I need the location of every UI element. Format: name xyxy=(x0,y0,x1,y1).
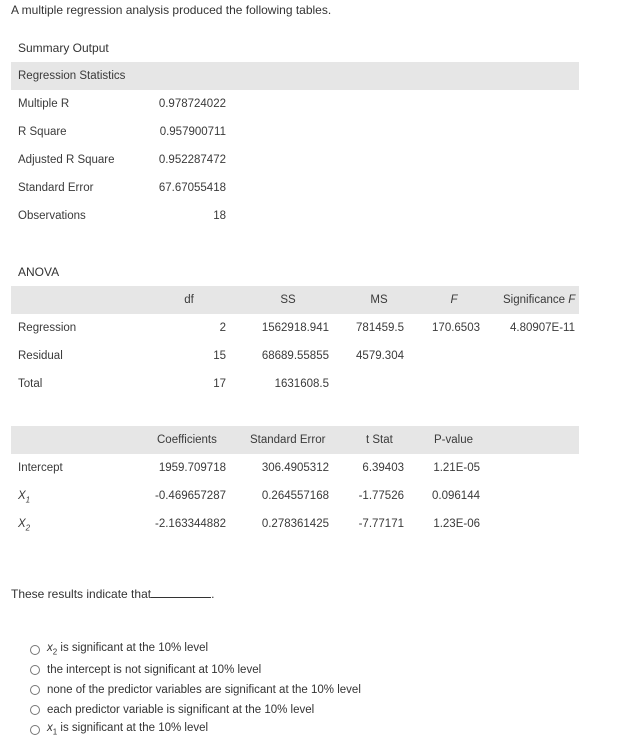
anova-df: 2 xyxy=(219,322,226,334)
stat-label: Observations xyxy=(18,210,86,222)
anova-ms: 781459.5 xyxy=(356,322,404,334)
stat-value: 18 xyxy=(213,210,226,222)
option-label: each predictor variable is significant at the 10% level xyxy=(47,704,315,716)
anova-header-f: F xyxy=(450,294,458,306)
option-label: $x_1$ is significant at the 10% level xyxy=(47,721,209,737)
coef-header-coefficients: Coefficients xyxy=(157,434,217,446)
anova-header-ms: MS xyxy=(370,294,388,306)
anova-df: 15 xyxy=(213,350,226,362)
anova-header-significance-f: Significance F xyxy=(503,294,576,306)
coef-row-label: Intercept xyxy=(18,462,63,474)
anova-row-label: Residual xyxy=(18,350,63,362)
coef-standard-error: 0.278361425 xyxy=(261,518,329,530)
answer-option[interactable] xyxy=(30,720,361,740)
summary-title: Summary Output xyxy=(18,41,109,55)
table-row xyxy=(11,174,579,202)
table-row xyxy=(11,314,579,342)
anova-header-df: df xyxy=(184,294,194,306)
stat-value: 0.952287472 xyxy=(158,154,226,166)
coef-p-value: 0.096144 xyxy=(432,490,480,502)
coef-header-p-value: P-value xyxy=(434,434,473,446)
answer-options xyxy=(30,640,361,740)
coef-t-stat: -1.77526 xyxy=(358,490,404,502)
coef-row-label: $X_1$ xyxy=(18,490,31,505)
coefficients-table xyxy=(11,426,579,538)
regression-statistics-table xyxy=(11,62,579,230)
coef-p-value: 1.23E-06 xyxy=(433,518,480,530)
coef-value: 1959.709718 xyxy=(158,462,226,474)
anova-row-label: Total xyxy=(18,378,43,390)
regression-statistics-header-row xyxy=(11,62,579,90)
anova-row-label: Regression xyxy=(18,322,77,334)
radio-button[interactable] xyxy=(30,685,40,695)
answer-option[interactable] xyxy=(30,680,361,700)
answer-option[interactable] xyxy=(30,640,361,660)
coef-t-stat: 6.39403 xyxy=(362,462,404,474)
table-row xyxy=(11,146,579,174)
radio-button[interactable] xyxy=(30,665,40,675)
table-row xyxy=(11,118,579,146)
anova-ss: 68689.55855 xyxy=(261,350,329,362)
anova-ss: 1631608.5 xyxy=(274,378,329,390)
table-row xyxy=(11,202,579,230)
coef-header-row xyxy=(11,426,579,454)
radio-button[interactable] xyxy=(30,705,40,715)
coef-p-value: 1.21E-05 xyxy=(433,462,480,474)
coef-header-standard-error: Standard Error xyxy=(250,434,326,446)
question-text: These results indicate that . xyxy=(11,587,215,601)
anova-df: 17 xyxy=(213,378,226,390)
radio-button[interactable] xyxy=(30,645,40,655)
coef-header-t-stat: t Stat xyxy=(366,434,393,446)
stat-label: Adjusted R Square xyxy=(18,154,115,166)
option-label: the intercept is not significant at 10% level xyxy=(47,664,262,676)
coef-standard-error: 306.4905312 xyxy=(261,462,329,474)
coef-value: -0.469657287 xyxy=(155,490,226,502)
radio-button[interactable] xyxy=(30,725,40,735)
table-row xyxy=(11,510,579,538)
answer-option[interactable] xyxy=(30,660,361,680)
anova-header-row xyxy=(11,286,579,314)
stat-label: Standard Error xyxy=(18,182,94,194)
anova-header-ss: SS xyxy=(280,294,296,306)
stat-label: R Square xyxy=(18,126,67,138)
anova-significance: 4.80907E-11 xyxy=(509,322,575,334)
stat-value: 0.978724022 xyxy=(158,98,226,110)
anova-f: 170.6503 xyxy=(432,322,480,334)
stat-label: Multiple R xyxy=(18,98,70,110)
coef-t-stat: -7.77171 xyxy=(358,518,404,530)
regression-statistics-header: Regression Statistics xyxy=(18,70,126,82)
table-row xyxy=(11,90,579,118)
table-row xyxy=(11,342,579,370)
anova-title: ANOVA xyxy=(18,265,60,279)
coef-row-label: $X_2$ xyxy=(18,518,31,533)
answer-blank xyxy=(151,587,211,598)
option-label: $x_2$ is significant at the 10% level xyxy=(47,641,209,657)
coef-value: -2.163344882 xyxy=(155,518,226,530)
stat-value: 0.957900711 xyxy=(159,126,226,138)
anova-table xyxy=(11,286,579,398)
intro-text: A multiple regression analysis produced the following tables. xyxy=(11,3,332,17)
table-row xyxy=(11,370,579,398)
anova-ms: 4579.304 xyxy=(356,350,404,362)
table-row xyxy=(11,454,579,482)
anova-ss: 1562918.941 xyxy=(261,322,329,334)
table-row xyxy=(11,482,579,510)
stat-value: 67.67055418 xyxy=(158,182,226,194)
coef-standard-error: 0.264557168 xyxy=(261,490,329,502)
option-label: none of the predictor variables are significant at the 10% level xyxy=(47,684,361,696)
